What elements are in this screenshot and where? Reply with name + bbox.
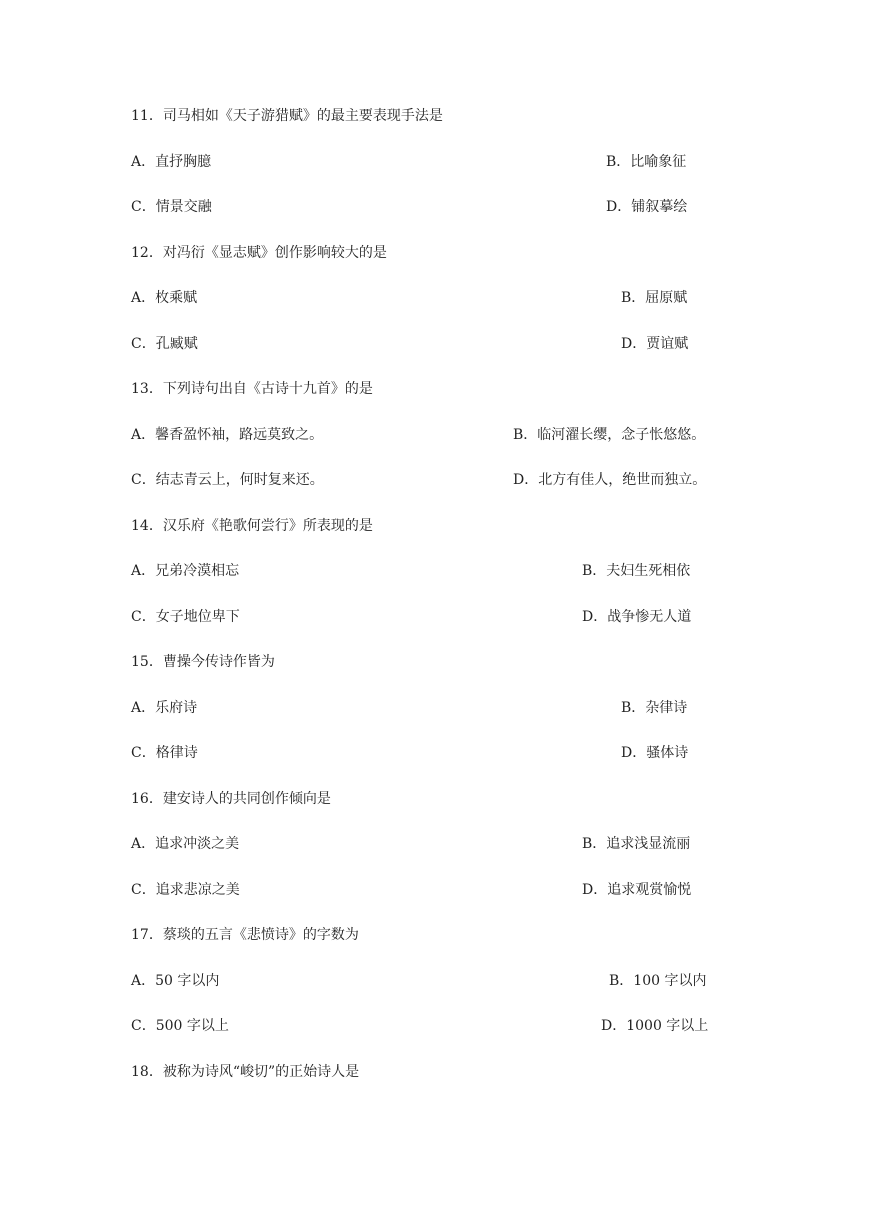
question-12-option-c: C．孔臧赋 — [131, 336, 198, 352]
question-18-stem: 18．被称为诗风“峻切”的正始诗人是 — [131, 1064, 360, 1080]
question-16-option-a: A．追求冲淡之美 — [131, 836, 240, 852]
question-15-option-d: D．骚体诗 — [621, 745, 689, 761]
question-16-stem: 16．建安诗人的共同创作倾向是 — [131, 791, 331, 807]
question-14-option-c: C．女子地位卑下 — [131, 609, 240, 625]
question-17-option-d: D．1000 字以上 — [601, 1018, 709, 1034]
question-14-stem: 14．汉乐府《艳歌何尝行》所表现的是 — [131, 518, 373, 534]
question-11-option-d: D．铺叙摹绘 — [606, 199, 688, 215]
question-11-option-a: A．直抒胸臆 — [131, 154, 212, 170]
question-13-stem: 13．下列诗句出自《古诗十九首》的是 — [131, 381, 373, 397]
question-15-option-c: C．格律诗 — [131, 745, 198, 761]
question-15-option-a: A．乐府诗 — [131, 700, 198, 716]
question-13-option-c: C．结志青云上，何时复来还。 — [131, 472, 324, 488]
question-17-option-c: C．500 字以上 — [131, 1018, 229, 1034]
question-17-option-a: A．50 字以内 — [131, 973, 220, 989]
question-13-option-d: D．北方有佳人，绝世而独立。 — [513, 472, 707, 488]
question-12-option-d: D．贾谊赋 — [621, 336, 689, 352]
question-15-option-b: B．杂律诗 — [621, 700, 688, 716]
question-11-stem: 11．司马相如《天子游猎赋》的最主要表现手法是 — [131, 108, 443, 124]
question-13-option-a: A．馨香盈怀袖，路远莫致之。 — [131, 427, 324, 443]
question-14-option-b: B．夫妇生死相依 — [582, 563, 691, 579]
question-12-option-a: A．枚乘赋 — [131, 290, 198, 306]
question-17-option-b: B．100 字以内 — [609, 973, 707, 989]
question-12-option-b: B．屈原赋 — [621, 290, 688, 306]
question-16-option-c: C．追求悲凉之美 — [131, 882, 240, 898]
question-11-option-b: B．比喻象征 — [606, 154, 687, 170]
question-16-option-b: B．追求浅显流丽 — [582, 836, 691, 852]
question-16-option-d: D．追求观赏愉悦 — [582, 882, 692, 898]
question-14-option-d: D．战争惨无人道 — [582, 609, 692, 625]
question-11-option-c: C．情景交融 — [131, 199, 212, 215]
question-12-stem: 12．对冯衍《显志赋》创作影响较大的是 — [131, 245, 387, 261]
question-15-stem: 15．曹操今传诗作皆为 — [131, 654, 275, 670]
question-17-stem: 17．蔡琰的五言《悲愤诗》的字数为 — [131, 927, 359, 943]
question-13-option-b: B．临河濯长缨，念子怅悠悠。 — [513, 427, 706, 443]
question-14-option-a: A．兄弟冷漠相忘 — [131, 563, 240, 579]
